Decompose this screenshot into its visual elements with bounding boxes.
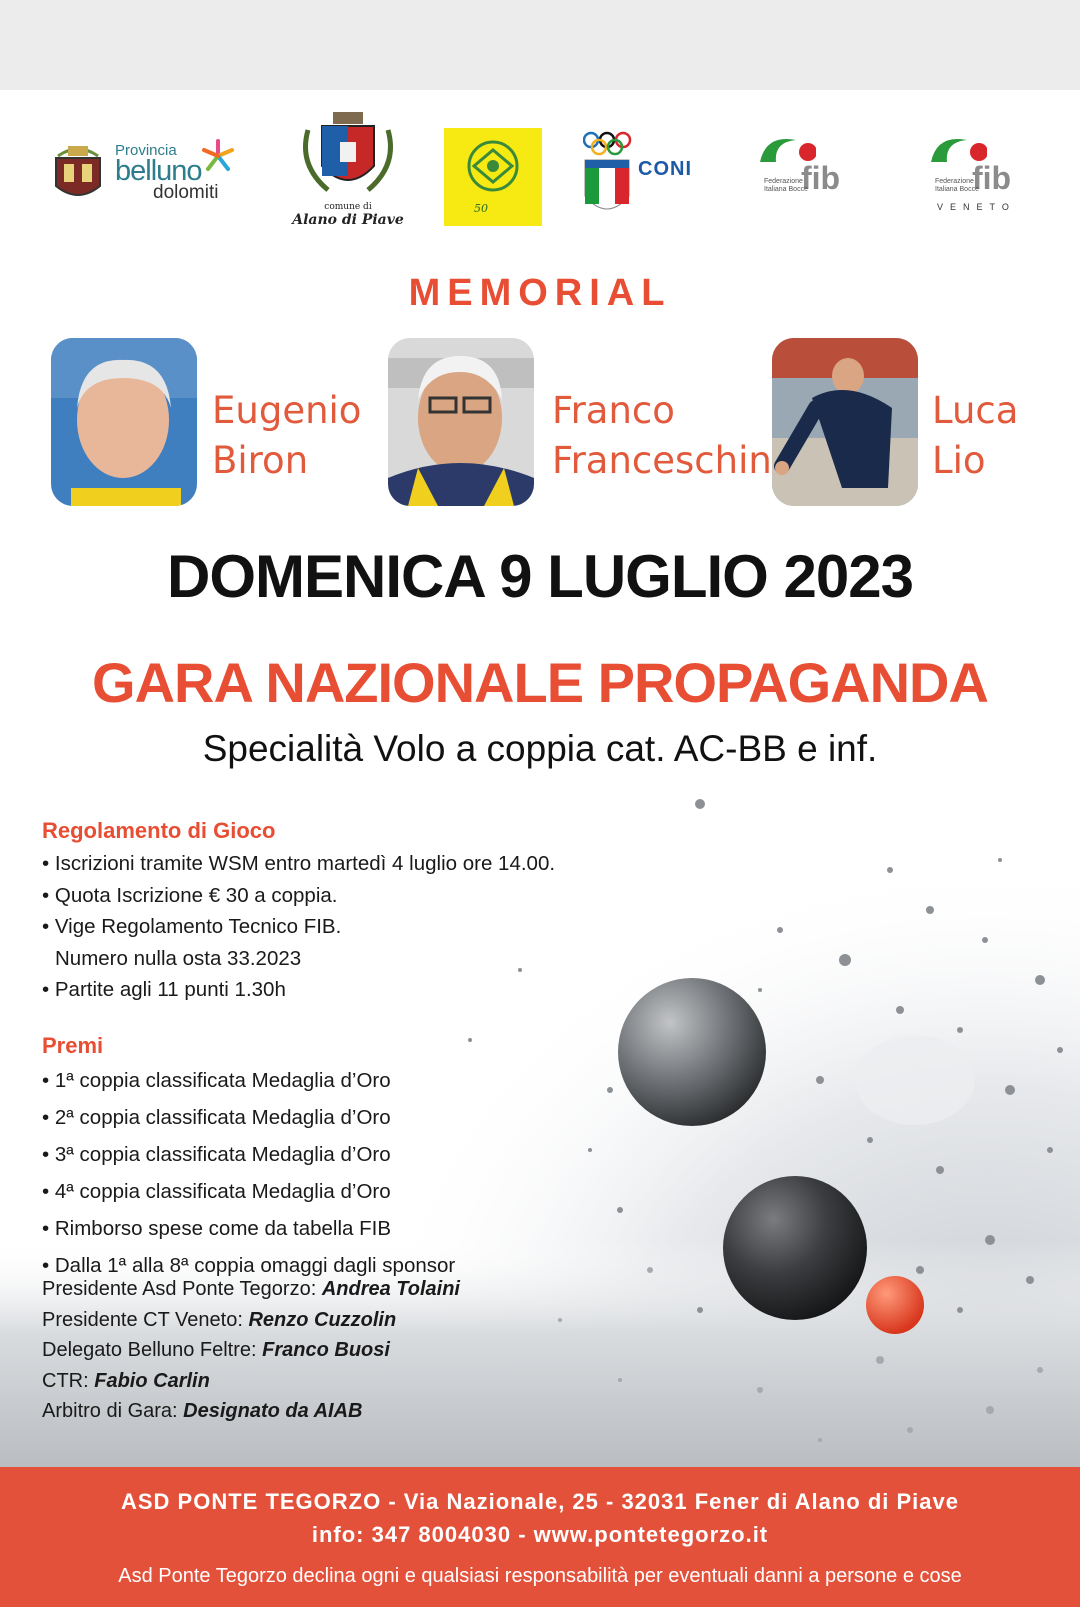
footer-disclaimer: Asd Ponte Tegorzo declina ogni e qualsiasi responsabilità per eventuali danni a persone e cose [118, 1565, 962, 1587]
prize-item: • Rimborso spese come da tabella FIB [42, 1217, 392, 1240]
official-name: Renzo Cuzzolin [248, 1308, 397, 1331]
person-first-2: Franco [552, 389, 675, 432]
rule-item: • Partite agli 11 punti 1.30h [42, 978, 286, 1001]
rule-item: • Vige Regolamento Tecnico FIB. [42, 915, 342, 938]
official-row [42, 1396, 460, 1427]
official-row [42, 1335, 460, 1366]
prize-item: • 1ª coppia classificata Medaglia d’Oro [42, 1069, 391, 1092]
belluno-prefix: Provincia [115, 142, 177, 159]
official-row [42, 1366, 460, 1397]
fib-subtitle: Federazione Italiana Bocce [764, 178, 808, 193]
official-role: Arbitro di Gara: [42, 1400, 178, 1422]
anniversary-logo [444, 128, 542, 226]
official-row [42, 1305, 460, 1336]
fib-veneto-subtitle: Federazione Italiana Bocce [935, 178, 979, 193]
rule-item: Numero nulla osta 33.2023 [55, 946, 302, 970]
alano-line1: comune di [324, 202, 372, 212]
person-first-1: Eugenio [212, 389, 362, 432]
comune-alano-logo [288, 110, 408, 235]
top-gray-bar [0, 0, 1080, 90]
olympic-rings-icon [583, 130, 635, 225]
rule-item: • Iscrizioni tramite WSM entro martedì 4 luglio ore 14.00. [42, 852, 556, 875]
coni-name: CONI [638, 158, 692, 180]
fib-word: fib [801, 160, 841, 196]
official-role: CTR: [42, 1369, 89, 1392]
fib-veneto-word: fib [972, 160, 1012, 196]
official-name: Designato da AIAB [183, 1400, 363, 1422]
official-row [42, 1274, 460, 1305]
svg-text:50: 50 [474, 202, 488, 215]
fib-veneto-logo [927, 132, 1037, 222]
prize-item: • 3ª coppia classificata Medaglia d’Oro [42, 1143, 391, 1166]
person-name-1 [212, 386, 361, 486]
fib-veneto-region: VENETO [937, 202, 1016, 212]
person-name-2 [552, 386, 772, 486]
event-date: DOMENICA 9 LUGLIO 2023 [167, 543, 913, 610]
official-name: Franco Buosi [262, 1339, 390, 1361]
memorial-title: MEMORIAL [408, 272, 672, 314]
footer-contact: info: 347 8004030 - www.pontetegorzo.it [311, 1522, 769, 1547]
rules-heading: Regolamento di Gioco [42, 818, 276, 843]
prize-item: • Dalla 1ª alla 8ª coppia omaggi dagli sponsor [42, 1254, 456, 1277]
event-specialty: Specialità Volo a coppia cat. AC-BB e inf. [202, 728, 878, 769]
alano-crest-icon [288, 110, 408, 202]
belluno-star-icon [200, 138, 236, 174]
anniversary-emblem-icon [444, 128, 542, 226]
fib-logo [756, 132, 866, 212]
photo-luca-lio [772, 338, 918, 506]
provincia-belluno-logo [50, 138, 240, 210]
official-role: Presidente Asd Ponte Tegorzo: [42, 1278, 317, 1300]
person-name-3 [932, 386, 1018, 486]
person-last-1: Biron [212, 439, 309, 482]
rule-item: • Quota Iscrizione € 30 a coppia. [42, 883, 338, 907]
person-first-3: Luca [932, 389, 1019, 432]
prize-item: • 4ª coppia classificata Medaglia d’Oro [42, 1180, 391, 1203]
event-title: GARA NAZIONALE PROPAGANDA [92, 651, 988, 714]
officials-list [42, 1274, 460, 1427]
prizes-heading: Premi [42, 1033, 104, 1058]
prize-item: • 2ª coppia classificata Medaglia d’Oro [42, 1106, 391, 1129]
belluno-crest-icon [50, 138, 106, 208]
person-last-2: Franceschin [552, 439, 772, 482]
official-role: Presidente CT Veneto: [42, 1308, 243, 1331]
person-last-3: Lio [932, 439, 986, 482]
photo-eugenio-biron [51, 338, 197, 506]
belluno-name: belluno [115, 155, 202, 187]
event-poster [0, 90, 1080, 1607]
coni-logo [583, 130, 703, 225]
footer-bar [0, 1467, 1080, 1607]
official-name: Fabio Carlin [94, 1369, 210, 1392]
belluno-sub: dolomiti [153, 182, 219, 203]
rules-list [42, 848, 555, 1006]
official-name: Andrea Tolaini [321, 1278, 460, 1300]
footer-address: ASD PONTE TEGORZO - Via Nazionale, 25 - 32031 Fener di Alano di Piave [120, 1489, 959, 1514]
photo-franco-franceschin [388, 338, 534, 506]
prizes-list [42, 1062, 455, 1284]
official-role: Delegato Belluno Feltre: [42, 1339, 257, 1361]
alano-line2: Alano di Piave [292, 212, 404, 228]
